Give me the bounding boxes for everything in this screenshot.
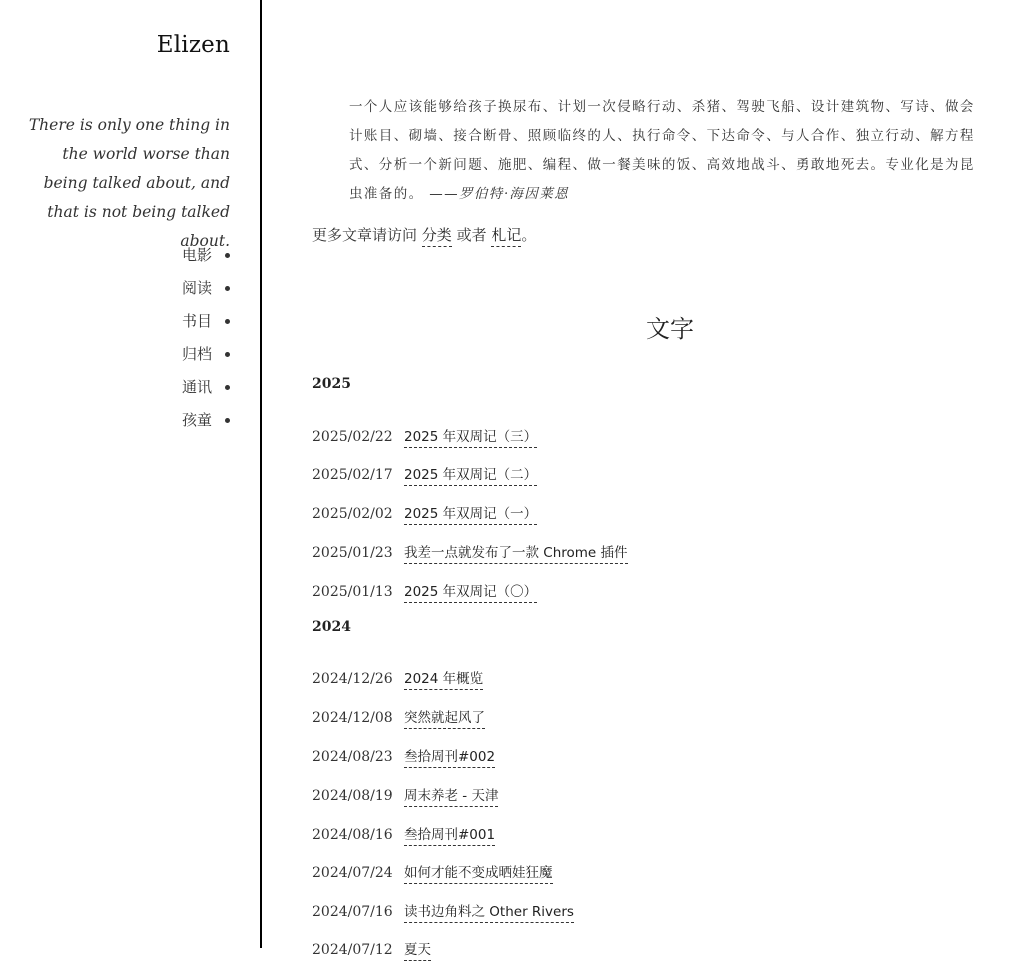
post-date: 2025/01/13 — [312, 584, 393, 600]
epigraph-quote — [349, 93, 984, 209]
more-suffix: 。 — [521, 226, 537, 244]
post-title-link[interactable]: 突然就起风了 — [404, 710, 485, 729]
quote-dash: —— — [423, 186, 459, 202]
bullet-icon — [225, 385, 230, 390]
nav-item-label: 归档 — [181, 345, 212, 363]
post-date: 2025/02/17 — [312, 467, 393, 483]
post-date: 2024/08/23 — [312, 749, 393, 765]
post-title-link[interactable]: 2025 年双周记（二） — [404, 467, 537, 486]
post-row — [312, 502, 537, 522]
post-row — [312, 706, 485, 726]
post-row — [312, 425, 537, 445]
nav-item-archive[interactable] — [182, 343, 230, 376]
notes-link[interactable]: 札记 — [491, 226, 521, 247]
nav-item-label: 孩童 — [181, 411, 212, 429]
bullet-icon — [225, 319, 230, 324]
bullet-icon — [225, 286, 230, 291]
post-title-link[interactable]: 2025 年双周记（〇） — [404, 584, 537, 603]
post-date: 2024/07/12 — [312, 942, 393, 958]
section-title: 文字 — [646, 315, 694, 343]
quote-text: 一个人应该能够给孩子换尿布、计划一次侵略行动、杀猪、驾驶飞船、设计建筑物、写诗、做会计账目、砌墙、接合断骨、照顾临终的人、执行命令、下达命令、与人合作、独立行动、解方程式、分析一个新问题、施肥、编程、做一餐美味的饭、高效地战斗、勇敢地死去。专业化是为昆虫准备的。 — [349, 99, 975, 202]
post-date: 2025/02/02 — [312, 506, 393, 522]
post-title-link[interactable]: 我差一点就发布了一款 Chrome 插件 — [404, 545, 628, 564]
nav-item-children[interactable] — [182, 409, 230, 442]
post-date: 2025/02/22 — [312, 429, 393, 445]
post-row — [312, 667, 483, 687]
post-row — [312, 938, 431, 958]
more-prefix: 更多文章请访问 — [312, 226, 422, 244]
post-date: 2024/07/16 — [312, 904, 393, 920]
more-middle: 或者 — [451, 226, 492, 244]
post-date: 2024/07/24 — [312, 865, 393, 881]
post-date: 2024/08/16 — [312, 827, 393, 843]
sidebar — [0, 0, 262, 948]
post-title-link[interactable]: 叁拾周刊#002 — [404, 749, 495, 768]
post-row — [312, 580, 537, 600]
nav-item-label: 书目 — [181, 312, 212, 330]
bullet-icon — [225, 352, 230, 357]
post-row — [312, 900, 574, 920]
nav-item-label: 阅读 — [181, 279, 212, 297]
nav-item-label: 通讯 — [181, 378, 212, 396]
nav-item-movies[interactable] — [182, 244, 230, 277]
post-row — [312, 784, 498, 804]
quote-author: 罗伯特·海因莱恩 — [459, 186, 569, 202]
bullet-icon — [225, 253, 230, 258]
post-title-link[interactable]: 2025 年双周记（三） — [404, 429, 537, 448]
sidebar-nav — [182, 244, 230, 442]
post-title-link[interactable]: 2024 年概览 — [404, 671, 483, 690]
post-row — [312, 463, 537, 483]
post-title-link[interactable]: 如何才能不变成晒娃狂魔 — [404, 865, 553, 884]
year-heading-2024: 2024 — [312, 619, 351, 635]
post-title-link[interactable]: 夏天 — [404, 942, 431, 961]
post-date: 2024/08/19 — [312, 788, 393, 804]
nav-item-newsletter[interactable] — [182, 376, 230, 409]
post-title-link[interactable]: 读书边角料之 Other Rivers — [404, 904, 574, 923]
bullet-icon — [225, 418, 230, 423]
post-date: 2024/12/08 — [312, 710, 393, 726]
site-motto: There is only one thing in the world worse than being talked about, and that is not being talked about. — [28, 116, 230, 250]
nav-item-booklist[interactable] — [182, 310, 230, 343]
site-title[interactable]: Elizen — [156, 32, 230, 58]
nav-item-reading[interactable] — [182, 277, 230, 310]
post-title-link[interactable]: 2025 年双周记（一） — [404, 506, 537, 525]
post-row — [312, 823, 495, 843]
nav-item-label: 电影 — [181, 246, 212, 264]
post-row — [312, 541, 628, 561]
post-title-link[interactable]: 叁拾周刊#001 — [404, 827, 495, 846]
post-row — [312, 745, 495, 765]
post-date: 2024/12/26 — [312, 671, 393, 687]
post-row — [312, 861, 553, 881]
post-date: 2025/01/23 — [312, 545, 393, 561]
year-heading-2025: 2025 — [312, 376, 351, 392]
categories-link[interactable]: 分类 — [422, 226, 452, 247]
post-title-link[interactable]: 周末养老 - 天津 — [404, 788, 498, 807]
more-articles-line — [312, 224, 536, 245]
